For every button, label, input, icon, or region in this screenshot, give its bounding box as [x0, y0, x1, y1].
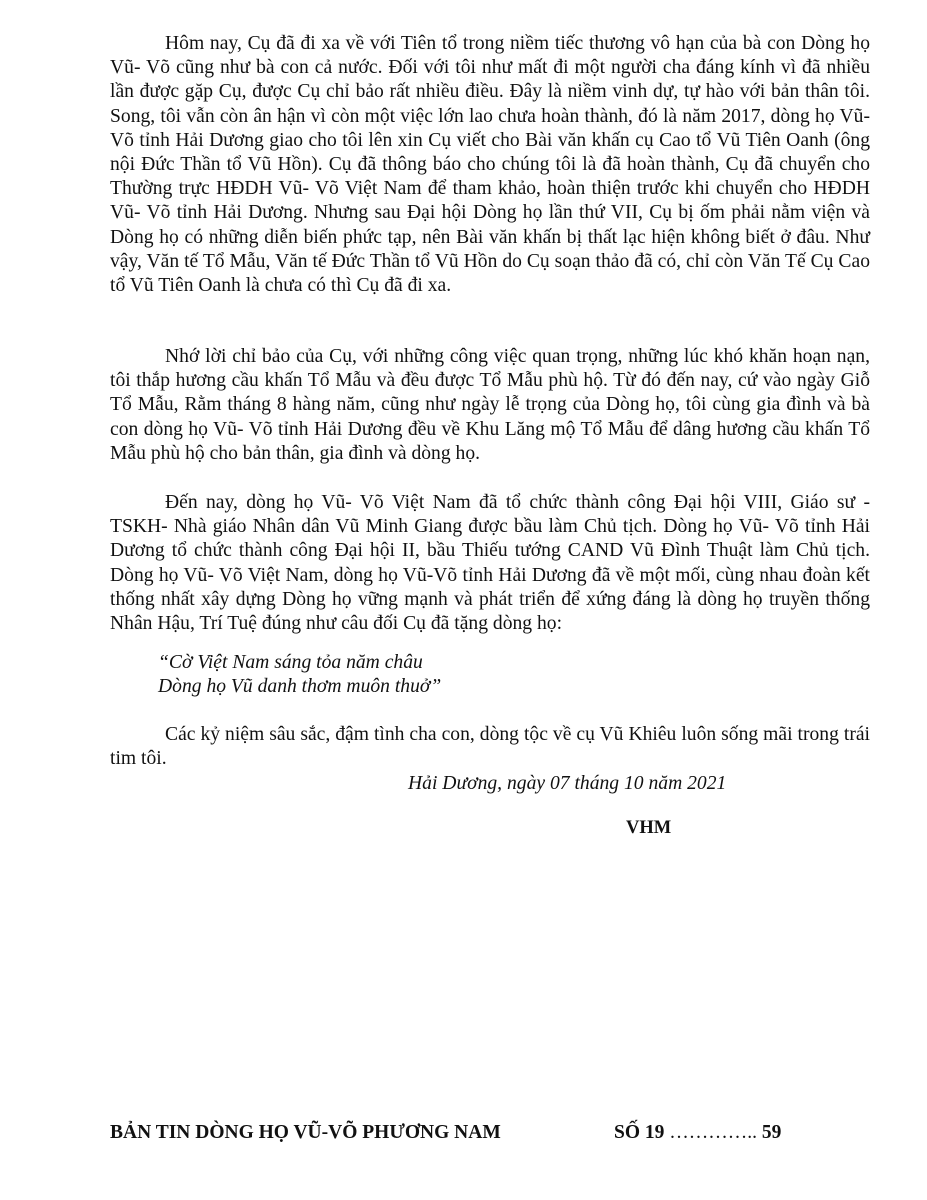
author-signature: VHM [626, 818, 672, 838]
couplet-line-2: Dòng họ Vũ danh thơm muôn thuở” [158, 676, 442, 698]
date-place-line: Hải Dương, ngày 07 tháng 10 năm 2021 [408, 773, 727, 794]
issue-label: SỐ 19 [614, 1122, 665, 1143]
paragraph-1: Hôm nay, Cụ đã đi xa về với Tiên tổ trong niềm tiếc thương vô hạn của bà con Dòng họ Vũ- Võ cũng như bà con cả nước. Đối với tôi như mất đi một người cha đáng kính vì đã nhiều lần được gặp Cụ, được Cụ chỉ bảo rất nhiều điều. Đây là niềm vinh dự, tự hào với bản thân tôi. Song, tôi vẫn còn ân hận vì còn một việc lớn lao chưa hoàn thành, đó là năm 2017, dòng họ Vũ- Võ tỉnh Hải Dương giao cho tôi lên xin Cụ viết cho Bài văn khấn cụ Cao tổ Vũ Tiên Oanh (ông nội Đức Thần tổ Vũ Hồn). Cụ đã thông báo cho chúng tôi là đã hoàn thành, Cụ đã chuyển cho Thường trực HĐDH Vũ- Võ Việt Nam để tham khảo, hoàn thiện trước khi chuyển cho HĐDH Vũ- Võ tỉnh Hải Dương. Nhưng sau Đại hội Dòng họ lần thứ VII, Cụ bị ốm phải nằm viện và Dòng họ có những diễn biến phức tạp, nên Bài văn khấn bị thất lạc hiện không biết ở đâu. Như vậy, Văn tế Tổ Mẫu, Văn tế Đức Thần tổ Vũ Hồn do Cụ soạn thảo đã có, chỉ còn Văn Tế Cụ Cao tổ Vũ Tiên Oanh là chưa có thì Cụ đã đi xa. [110, 33, 870, 297]
footer-issue-info [614, 1122, 781, 1144]
paragraph-4: Các kỷ niệm sâu sắc, đậm tình cha con, dòng tộc về cụ Vũ Khiêu luôn sống mãi trong trái tim tôi. [110, 724, 870, 770]
footer-newsletter-title: BẢN TIN DÒNG HỌ VŨ-VÕ PHƯƠNG NAM [110, 1122, 501, 1143]
paragraph-2: Nhớ lời chỉ bảo của Cụ, với những công việc quan trọng, những lúc khó khăn hoạn nạn, tôi thắp hương cầu khấn Tổ Mẫu và đều được Tổ Mẫu phù hộ. Từ đó đến nay, cứ vào ngày Giỗ Tổ Mẫu, Rằm tháng 8 hàng năm, cũng như ngày lễ trọng của Dòng họ, tôi cùng gia đình và bà con dòng họ Vũ- Võ tỉnh Hải Dương đều về Khu Lăng mộ Tổ Mẫu để dâng hương cầu khấn Tổ Mẫu phù hộ cho bản thân, gia đình và dòng họ. [110, 346, 870, 464]
leader-dots: ………….. [669, 1122, 758, 1143]
couplet-line-1: “Cờ Việt Nam sáng tỏa năm châu [158, 652, 423, 673]
paragraph-3: Đến nay, dòng họ Vũ- Võ Việt Nam đã tổ chức thành công Đại hội VIII, Giáo sư - TSKH- Nhà giáo Nhân dân Vũ Minh Giang được bầu làm Chủ tịch. Dòng họ Vũ- Võ tỉnh Hải Dương tổ chức thành công Đại hội II, bầu Thiếu tướng CAND Vũ Đình Thuật làm Chủ tịch. Dòng họ Vũ- Võ Việt Nam, dòng họ Vũ-Võ tỉnh Hải Dương đã về một mối, cùng nhau đoàn kết thống nhất xây dựng Dòng họ vững mạnh và phát triển để xứng đáng là dòng họ truyền thống Nhân Hậu, Trí Tuệ đúng như câu đối Cụ đã tặng dòng họ: [110, 492, 870, 635]
couplet-quote [158, 651, 758, 699]
page-number: 59 [761, 1122, 782, 1143]
